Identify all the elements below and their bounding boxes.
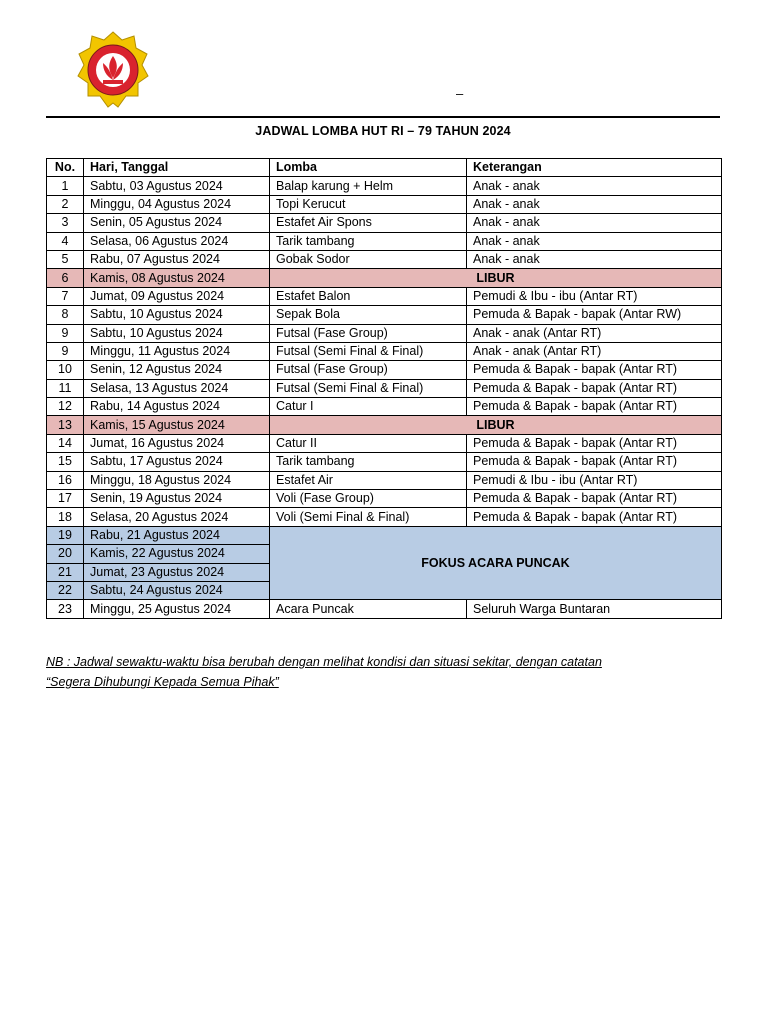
- header-divider: [46, 116, 720, 118]
- organization-emblem-icon: [76, 30, 150, 112]
- row-date: Kamis, 22 Agustus 2024: [84, 545, 270, 563]
- row-number: 17: [47, 490, 84, 508]
- table-row-libur: [47, 416, 722, 434]
- table-row: [47, 490, 722, 508]
- schedule-table: [46, 158, 722, 619]
- row-date: Senin, 19 Agustus 2024: [84, 490, 270, 508]
- row-note: Anak - anak: [467, 214, 722, 232]
- table-row: [47, 600, 722, 618]
- row-date: Jumat, 09 Agustus 2024: [84, 287, 270, 305]
- row-date: Kamis, 08 Agustus 2024: [84, 269, 270, 287]
- row-date: Minggu, 25 Agustus 2024: [84, 600, 270, 618]
- footer-note-line-1: NB : Jadwal sewaktu-waktu bisa berubah dengan melihat kondisi dan situasi sekitar, dengan catatan: [46, 655, 602, 669]
- row-event: Catur II: [270, 434, 467, 452]
- row-date: Rabu, 14 Agustus 2024: [84, 398, 270, 416]
- row-note: Anak - anak: [467, 250, 722, 268]
- row-event: Tarik tambang: [270, 453, 467, 471]
- row-date: Jumat, 16 Agustus 2024: [84, 434, 270, 452]
- row-event: Tarik tambang: [270, 232, 467, 250]
- row-note: Pemuda & Bapak - bapak (Antar RT): [467, 508, 722, 526]
- table-row: [47, 287, 722, 305]
- row-event: Catur I: [270, 398, 467, 416]
- row-date: Sabtu, 03 Agustus 2024: [84, 177, 270, 195]
- row-date: Kamis, 15 Agustus 2024: [84, 416, 270, 434]
- row-event: Futsal (Semi Final & Final): [270, 342, 467, 360]
- row-note: Anak - anak (Antar RT): [467, 324, 722, 342]
- row-note: Pemudi & Ibu - ibu (Antar RT): [467, 471, 722, 489]
- table-row: [47, 324, 722, 342]
- row-note: Seluruh Warga Buntaran: [467, 600, 722, 618]
- row-date: Rabu, 21 Agustus 2024: [84, 526, 270, 544]
- table-row: [47, 508, 722, 526]
- row-note: Pemuda & Bapak - bapak (Antar RT): [467, 453, 722, 471]
- table-row: [47, 471, 722, 489]
- row-number: 15: [47, 453, 84, 471]
- row-date: Selasa, 13 Agustus 2024: [84, 379, 270, 397]
- table-row-libur: [47, 269, 722, 287]
- row-note: Pemudi & Ibu - ibu (Antar RT): [467, 287, 722, 305]
- row-date: Jumat, 23 Agustus 2024: [84, 563, 270, 581]
- row-note: Pemuda & Bapak - bapak (Antar RT): [467, 434, 722, 452]
- row-date: Sabtu, 24 Agustus 2024: [84, 581, 270, 599]
- table-row: [47, 342, 722, 360]
- table-row-fokus: [47, 526, 722, 544]
- row-event: Estafet Balon: [270, 287, 467, 305]
- row-note: Anak - anak: [467, 232, 722, 250]
- row-event: Voli (Fase Group): [270, 490, 467, 508]
- row-event: Estafet Air: [270, 471, 467, 489]
- footer-note-line-2: “Segera Dihubungi Kepada Semua Pihak”: [46, 675, 279, 689]
- libur-label: LIBUR: [270, 416, 722, 434]
- document-title: JADWAL LOMBA HUT RI – 79 TAHUN 2024: [255, 124, 511, 138]
- row-number: 9: [47, 342, 84, 360]
- row-number: 21: [47, 563, 84, 581]
- row-date: Minggu, 11 Agustus 2024: [84, 342, 270, 360]
- row-event: Gobak Sodor: [270, 250, 467, 268]
- row-note: Pemuda & Bapak - bapak (Antar RT): [467, 490, 722, 508]
- row-number: 1: [47, 177, 84, 195]
- table-row: [47, 453, 722, 471]
- column-header-no: No.: [47, 159, 84, 177]
- table-row: [47, 232, 722, 250]
- table-header-row: [47, 159, 722, 177]
- footer-note: [46, 652, 736, 692]
- libur-label: LIBUR: [270, 269, 722, 287]
- row-date: Minggu, 04 Agustus 2024: [84, 195, 270, 213]
- row-event: Futsal (Fase Group): [270, 324, 467, 342]
- row-note: Pemuda & Bapak - bapak (Antar RT): [467, 379, 722, 397]
- table-row: [47, 379, 722, 397]
- row-note: Anak - anak (Antar RT): [467, 342, 722, 360]
- row-date: Senin, 05 Agustus 2024: [84, 214, 270, 232]
- row-date: Selasa, 06 Agustus 2024: [84, 232, 270, 250]
- column-header-note: Keterangan: [467, 159, 722, 177]
- column-header-date: Hari, Tanggal: [84, 159, 270, 177]
- row-date: Minggu, 18 Agustus 2024: [84, 471, 270, 489]
- table-row: [47, 177, 722, 195]
- table-row: [47, 250, 722, 268]
- row-number: 3: [47, 214, 84, 232]
- row-number: 10: [47, 361, 84, 379]
- row-number: 6: [47, 269, 84, 287]
- row-number: 23: [47, 600, 84, 618]
- row-number: 2: [47, 195, 84, 213]
- row-event: Topi Kerucut: [270, 195, 467, 213]
- row-event: Sepak Bola: [270, 306, 467, 324]
- row-number: 11: [47, 379, 84, 397]
- table-row: [47, 434, 722, 452]
- table-row: [47, 195, 722, 213]
- row-number: 4: [47, 232, 84, 250]
- table-row: [47, 398, 722, 416]
- row-note: Anak - anak: [467, 195, 722, 213]
- row-event: Estafet Air Spons: [270, 214, 467, 232]
- row-date: Sabtu, 10 Agustus 2024: [84, 324, 270, 342]
- row-note: Anak - anak: [467, 177, 722, 195]
- row-number: 20: [47, 545, 84, 563]
- row-number: 8: [47, 306, 84, 324]
- row-date: Rabu, 07 Agustus 2024: [84, 250, 270, 268]
- table-row: [47, 306, 722, 324]
- row-number: 14: [47, 434, 84, 452]
- header-dash: –: [456, 86, 464, 101]
- row-number: 12: [47, 398, 84, 416]
- row-date: Sabtu, 17 Agustus 2024: [84, 453, 270, 471]
- row-event: Balap karung + Helm: [270, 177, 467, 195]
- row-number: 5: [47, 250, 84, 268]
- column-header-event: Lomba: [270, 159, 467, 177]
- row-number: 18: [47, 508, 84, 526]
- row-number: 13: [47, 416, 84, 434]
- row-event: Futsal (Fase Group): [270, 361, 467, 379]
- row-event: Futsal (Semi Final & Final): [270, 379, 467, 397]
- fokus-acara-puncak-label: FOKUS ACARA PUNCAK: [270, 526, 722, 600]
- row-note: Pemuda & Bapak - bapak (Antar RT): [467, 398, 722, 416]
- row-note: Pemuda & Bapak - bapak (Antar RT): [467, 361, 722, 379]
- row-number: 9: [47, 324, 84, 342]
- row-event: Acara Puncak: [270, 600, 467, 618]
- row-event: Voli (Semi Final & Final): [270, 508, 467, 526]
- row-number: 16: [47, 471, 84, 489]
- table-row: [47, 361, 722, 379]
- row-note: Pemuda & Bapak - bapak (Antar RW): [467, 306, 722, 324]
- row-number: 7: [47, 287, 84, 305]
- row-date: Senin, 12 Agustus 2024: [84, 361, 270, 379]
- row-number: 22: [47, 581, 84, 599]
- schedule-body: [47, 177, 722, 618]
- row-number: 19: [47, 526, 84, 544]
- row-date: Selasa, 20 Agustus 2024: [84, 508, 270, 526]
- row-date: Sabtu, 10 Agustus 2024: [84, 306, 270, 324]
- table-row: [47, 214, 722, 232]
